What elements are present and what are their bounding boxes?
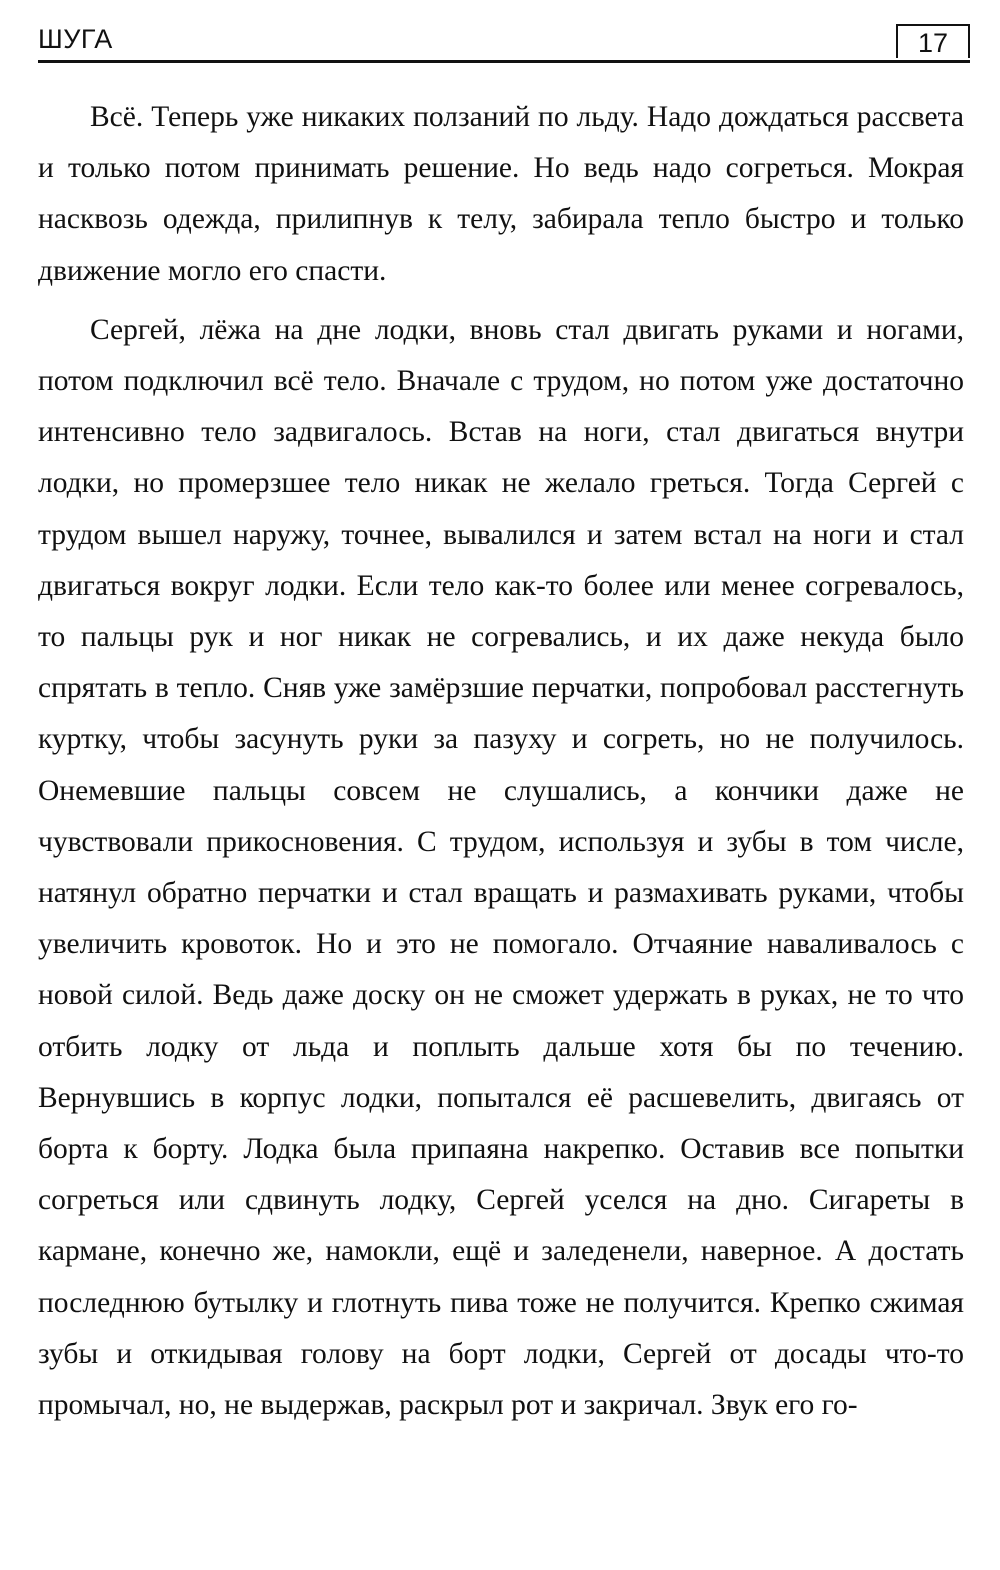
header-rule — [38, 60, 970, 63]
body-text — [38, 92, 964, 1439]
paragraph: Всё. Теперь уже никаких ползаний по льду. Надо дождаться рассвета и только потом принимать решение. Но ведь надо согреться. Мокрая насквозь одежда, прилипнув к телу, забирала тепло быстро и только движение могло его спасти. — [38, 101, 964, 287]
paragraph: Сергей, лёжа на дне лодки, вновь стал двигать руками и ногами, потом подключил всё тело. Вначале с трудом, но потом уже достаточно интенсивно тело задвигалось. Встав на ноги, стал двигаться внутри лодки, но промерзшее тело никак не желало греться. Тогда Сергей с трудом вышел наружу, точнее, вывалился и затем встал на ноги и стал двигаться вокруг лодки. Если тело как-то более или менее согревалось, то пальцы рук и ног никак не согревались, и их даже некуда было спрятать в тепло. Сняв уже замёрзшие перчатки, попробовал расстегнуть куртку, чтобы засунуть руки за пазуху и согреть, но не получилось. Онемевшие пальцы совсем не слушались, а кончики даже не чувствовали прикосновения. С трудом, используя и зубы в том числе, натянул обратно перчатки и стал вращать и размахивать руками, чтобы увеличить кровоток. Но и это не помогало. Отчаяние наваливалось с новой силой. Ведь даже доску он не сможет удержать в руках, не то что отбить лодку от льда и поплыть дальше хотя бы по течению. Вернувшись в корпус лодки, попытался её расшевелить, двигаясь от борта к борту. Лодка была припаяна накрепко. Оставив все попытки согреться или сдвинуть лодку, Сергей уселся на дно. Сигареты в кармане, конечно же, намокли, ещё и заледенели, наверное. А достать последнюю бутылку и глотнуть пива тоже не получится. Крепко сжимая зубы и откидывая голову на борт лодки, Сергей от досады что-то промычал, но, не выдержав, раскрыл рот и закричал. Звук его го- — [38, 313, 964, 1422]
book-title: ШУГА — [38, 24, 113, 54]
page-number: 17 — [896, 24, 970, 58]
running-head — [38, 22, 970, 64]
